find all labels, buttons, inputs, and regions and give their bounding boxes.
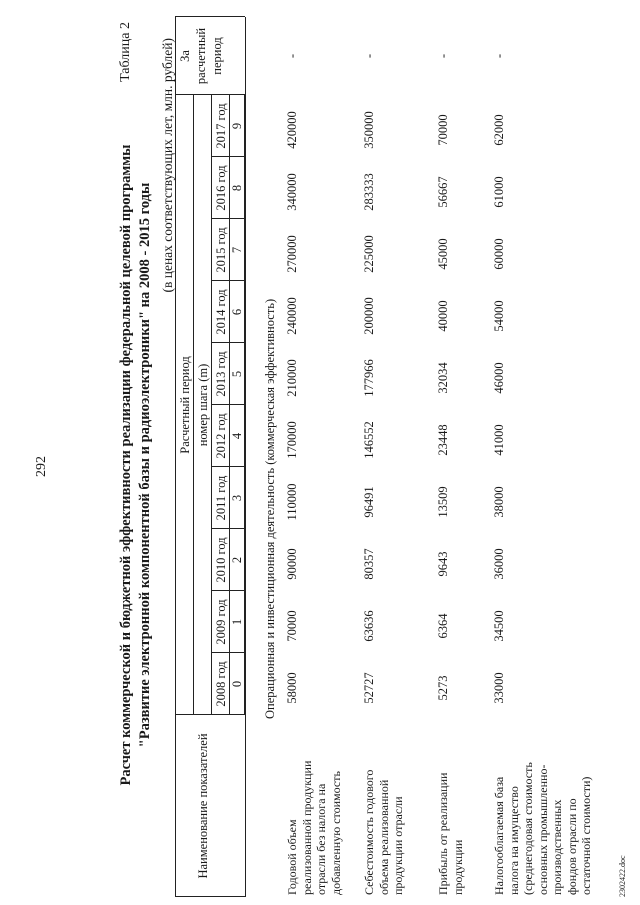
table-title-line-2: "Развитие электронной компонентной базы и радиоэлектроники" на 2008 - 2015 годы (137, 182, 153, 748)
header-step-cell: 5 (230, 370, 244, 378)
value-cell: 225000 (362, 235, 376, 273)
value-cell: 23448 (436, 424, 450, 456)
row-name (436, 753, 465, 895)
total-cell: - (492, 53, 506, 59)
value-cell: 6364 (436, 613, 450, 639)
header-period-group: Расчетный период (178, 356, 192, 454)
value-cell: 41000 (492, 424, 506, 456)
value-cell: 270000 (285, 235, 299, 273)
value-cell: 177966 (362, 359, 376, 397)
header-step-cell: 7 (230, 246, 244, 254)
section-label: Операционная и инвестиционная деятельность (коммерческая эффективность) (263, 298, 277, 719)
row-name-line: реализованной продукции (299, 760, 314, 895)
value-cell: 70000 (285, 610, 299, 642)
row-name (492, 753, 594, 895)
value-cell: 52727 (362, 672, 376, 704)
header-year-cell: 2011 год (214, 475, 228, 521)
value-cell: 146552 (362, 421, 376, 459)
value-cell: 46000 (492, 362, 506, 394)
value-cell: 9643 (436, 551, 450, 577)
row-name-line: продукции отрасли (391, 796, 405, 895)
row-name-line: добавленную стоимость (328, 771, 343, 895)
value-cell: 56667 (436, 176, 450, 208)
value-cell: 13509 (436, 486, 450, 518)
header-final-line-1: За (178, 50, 192, 62)
value-cell: 200000 (362, 297, 376, 335)
header-final-line-2: расчетный (194, 27, 208, 85)
header-year-cell: 2014 год (214, 289, 228, 335)
row-name-line: объема реализованной (376, 779, 391, 895)
row-name-line: Себестоимость годового (362, 769, 376, 895)
header-final-line-3: период (210, 37, 224, 75)
header-step-cell: 3 (230, 494, 244, 502)
table-title-line-1: Расчет коммерческой и бюджетной эффективности реализации федеральной целевой программы (118, 144, 134, 786)
header-year-cell: 2008 год (214, 661, 228, 707)
value-cell: 58000 (285, 672, 299, 704)
document-id: 2302422.doc (618, 855, 627, 897)
value-cell: 33000 (492, 672, 506, 704)
value-cell: 40000 (436, 300, 450, 332)
value-cell: 210000 (285, 359, 299, 397)
value-cell: 38000 (492, 486, 506, 518)
value-cell: 63636 (362, 610, 376, 642)
header-year-cell: 2017 год (214, 103, 228, 149)
total-cell: - (362, 53, 376, 59)
header-step-cell: 1 (230, 618, 244, 626)
row-name-line: Налогооблагаемая база (492, 776, 506, 895)
row-name-line: остаточной стоимости) (579, 776, 593, 895)
header-step-cell: 4 (230, 432, 244, 440)
row-name-line: отрасли без налога на (314, 783, 328, 895)
page-number: 292 (34, 456, 49, 477)
header-year-cell: 2009 год (214, 599, 228, 645)
value-cell: 32034 (436, 362, 450, 394)
header-step-label: номер шага (m) (196, 363, 210, 447)
value-cell: 36000 (492, 548, 506, 580)
value-cell: 70000 (436, 114, 450, 146)
row-name-line: производственных (550, 799, 564, 895)
row-name-line: основных промышленно- (535, 764, 550, 895)
row-name-line: налога на имущество (506, 786, 521, 895)
row-name-line: фондов отрасли по (564, 798, 579, 895)
header-year-cell: 2015 год (214, 227, 228, 273)
row-name-line: продукции (450, 839, 465, 895)
value-cell: 90000 (285, 548, 299, 580)
header-year-cell: 2012 год (214, 413, 228, 459)
value-cell: 340000 (285, 173, 299, 211)
value-cell: 62000 (492, 114, 506, 146)
table-label: Таблица 2 (118, 22, 133, 82)
value-cell: 34500 (492, 610, 506, 642)
value-cell: 80357 (362, 548, 376, 580)
total-cell: - (285, 53, 299, 59)
value-cell: 61000 (492, 176, 506, 208)
header-step-cell: 9 (230, 122, 244, 130)
total-cell: - (436, 53, 450, 59)
value-cell: 110000 (285, 483, 299, 521)
row-name-line: Годовой объем (285, 819, 299, 895)
header-year-cell: 2010 год (214, 537, 228, 583)
value-cell: 170000 (285, 421, 299, 459)
value-cell: 350000 (362, 111, 376, 149)
value-cell: 96491 (362, 486, 376, 518)
header-step-cell: 2 (230, 556, 244, 564)
header-step-cell: 8 (230, 184, 244, 192)
value-cell: 54000 (492, 300, 506, 332)
units-note: (в ценах соответствующих лет, млн. рублей) (160, 38, 175, 293)
header-year-cell: 2016 год (214, 165, 228, 211)
header-step-cell: 0 (230, 680, 244, 688)
value-cell: 420000 (285, 111, 299, 149)
row-name (285, 753, 343, 895)
header-name-column: Наименование показателей (196, 733, 210, 879)
value-cell: 283333 (362, 173, 376, 211)
value-cell: 5273 (436, 675, 450, 701)
value-cell: 60000 (492, 238, 506, 270)
value-cell: 240000 (285, 297, 299, 335)
row-name-line: Прибыль от реализации (436, 772, 450, 895)
row-name (362, 753, 406, 895)
row-name-line: (среднегодовая стоимость (521, 762, 535, 895)
header-year-cell: 2013 год (214, 351, 228, 397)
header-step-cell: 6 (230, 308, 244, 316)
value-cell: 45000 (436, 238, 450, 270)
